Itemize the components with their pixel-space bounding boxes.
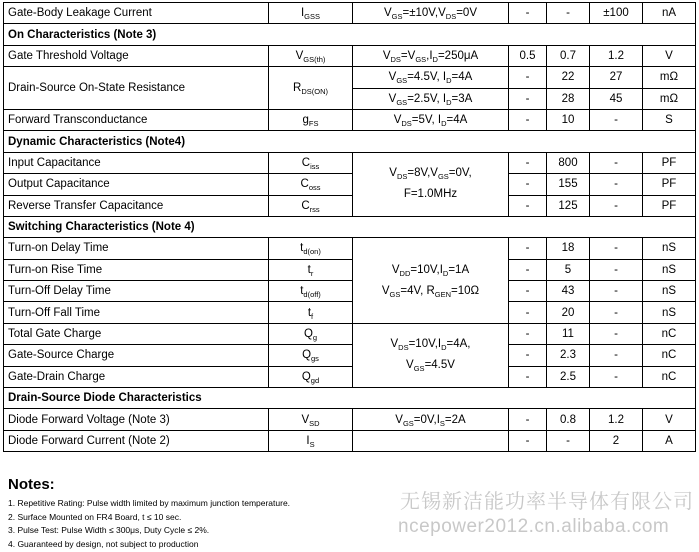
unit: nS [643, 302, 696, 323]
section-row [4, 131, 696, 152]
max-value: 2 [590, 430, 643, 451]
table-row [4, 281, 696, 302]
symbol: $g_{FS}$ [269, 109, 353, 130]
max-value: - [590, 302, 643, 323]
max-value: 45 [590, 88, 643, 109]
table-row [4, 302, 696, 323]
min-value: - [509, 323, 547, 344]
section-title: Switching Characteristics (Note 4) [4, 216, 696, 237]
param-name: Reverse Transfer Capacitance [4, 195, 269, 216]
max-value: - [590, 259, 643, 280]
note-item: 4. Guaranteed by design, not subject to production [8, 538, 199, 549]
param-name: Turn-on Rise Time [4, 259, 269, 280]
max-value: - [590, 174, 643, 195]
symbol: $Q_g$ [269, 323, 353, 344]
max-value: - [590, 152, 643, 173]
notes-list [8, 497, 290, 551]
param-name: Drain-Source On-State Resistance [4, 67, 269, 110]
table-row [4, 345, 696, 366]
test-condition: $V_{DD}=10V,I_D=1A$ $V_{GS}=4V$, $R_{GEN}=10\Omega$ [353, 238, 509, 324]
param-name: Turn-Off Delay Time [4, 281, 269, 302]
unit: S [643, 109, 696, 130]
unit: V [643, 409, 696, 430]
typ-value: 0.7 [547, 45, 590, 66]
table-row [4, 238, 696, 259]
symbol: $V_{GS(th)}$ [269, 45, 353, 66]
min-value: - [509, 88, 547, 109]
note-item: 2. Surface Mounted on FR4 Board, t ≤ 10 sec. [8, 511, 182, 522]
table-row [4, 109, 696, 130]
unit: mΩ [643, 67, 696, 88]
unit: PF [643, 152, 696, 173]
typ-value: 22 [547, 67, 590, 88]
watermark-url: ncepower2012.cn.alibaba.com [398, 516, 670, 537]
test-condition: $V_{DS}=V_{GS},I_D=250\mu A$ [353, 45, 509, 66]
symbol: $C_{rss}$ [269, 195, 353, 216]
symbol: $R_{DS(ON)}$ [269, 67, 353, 110]
test-condition: $V_{GS}=2.5V$, $I_D=3A$ [353, 88, 509, 109]
typ-value: 18 [547, 238, 590, 259]
min-value: - [509, 281, 547, 302]
param-name: Forward Transconductance [4, 109, 269, 130]
typ-value: - [547, 3, 590, 24]
param-name: Diode Forward Voltage (Note 3) [4, 409, 269, 430]
symbol: $Q_{gd}$ [269, 366, 353, 387]
param-name: Turn-Off Fall Time [4, 302, 269, 323]
param-name: Gate-Source Charge [4, 345, 269, 366]
max-value: - [590, 323, 643, 344]
unit: nC [643, 345, 696, 366]
note-item: 3. Pulse Test: Pulse Width ≤ 300μs, Duty Cycle ≤ 2%. [8, 525, 210, 536]
typ-value: 2.3 [547, 345, 590, 366]
watermark-company: 无锡新洁能功率半导体有限公司 [400, 491, 694, 513]
typ-value: 2.5 [547, 366, 590, 387]
param-name: Gate-Drain Charge [4, 366, 269, 387]
param-name: Turn-on Delay Time [4, 238, 269, 259]
note-item: 1. Repetitive Rating: Pulse width limited by maximum junction temperature. [8, 498, 291, 508]
min-value: - [509, 109, 547, 130]
table-row [4, 323, 696, 344]
section-title: Dynamic Characteristics (Note4) [4, 131, 696, 152]
symbol: $C_{iss}$ [269, 152, 353, 173]
max-value: - [590, 281, 643, 302]
min-value: - [509, 152, 547, 173]
param-name: Total Gate Charge [4, 323, 269, 344]
symbol: $t_f$ [269, 302, 353, 323]
max-value: - [590, 345, 643, 366]
symbol: $I_{GSS}$ [269, 3, 353, 24]
unit: A [643, 430, 696, 451]
symbol: $V_{SD}$ [269, 409, 353, 430]
param-name: Diode Forward Current (Note 2) [4, 430, 269, 451]
typ-value: 11 [547, 323, 590, 344]
min-value: - [509, 259, 547, 280]
param-name: Gate-Body Leakage Current [4, 3, 269, 24]
table-row [4, 174, 696, 195]
typ-value: 20 [547, 302, 590, 323]
min-value: 0.5 [509, 45, 547, 66]
table-row [4, 195, 696, 216]
table-row [4, 366, 696, 387]
max-value: ±100 [590, 3, 643, 24]
typ-value: 0.8 [547, 409, 590, 430]
table-row [4, 45, 696, 66]
min-value: - [509, 345, 547, 366]
unit: nS [643, 281, 696, 302]
typ-value: 10 [547, 109, 590, 130]
test-condition: $V_{GS}=\pm 10V,V_{DS}=0V$ [353, 3, 509, 24]
table-row [4, 430, 696, 451]
min-value: - [509, 174, 547, 195]
unit: nS [643, 259, 696, 280]
electrical-characteristics-table [3, 2, 696, 452]
typ-value: 800 [547, 152, 590, 173]
min-value: - [509, 366, 547, 387]
table-row [4, 259, 696, 280]
table-row [4, 409, 696, 430]
symbol: $t_r$ [269, 259, 353, 280]
symbol: $Q_{gs}$ [269, 345, 353, 366]
unit: PF [643, 174, 696, 195]
max-value: 27 [590, 67, 643, 88]
section-title: Drain-Source Diode Characteristics [4, 388, 696, 409]
section-row [4, 388, 696, 409]
param-name: Gate Threshold Voltage [4, 45, 269, 66]
param-name: Input Capacitance [4, 152, 269, 173]
symbol: $t_{d(off)}$ [269, 281, 353, 302]
typ-value: 43 [547, 281, 590, 302]
table-row [4, 152, 696, 173]
param-name: Output Capacitance [4, 174, 269, 195]
min-value: - [509, 430, 547, 451]
notes-title: Notes: [8, 476, 55, 493]
table-row [4, 67, 696, 88]
test-condition: $V_{DS}=5V$, $I_D=4A$ [353, 109, 509, 130]
test-condition: $V_{GS}=4.5V$, $I_D=4A$ [353, 67, 509, 88]
typ-value: 5 [547, 259, 590, 280]
typ-value: - [547, 430, 590, 451]
symbol: $I_S$ [269, 430, 353, 451]
min-value: - [509, 302, 547, 323]
section-row [4, 216, 696, 237]
test-condition: $V_{DS}=8V,V_{GS}=0V$, F=1.0MHz [353, 152, 509, 216]
test-condition: $V_{DS}=10V,I_D=4A$, $V_{GS}=4.5V$ [353, 323, 509, 387]
symbol: $C_{oss}$ [269, 174, 353, 195]
unit: mΩ [643, 88, 696, 109]
unit: PF [643, 195, 696, 216]
min-value: - [509, 409, 547, 430]
typ-value: 155 [547, 174, 590, 195]
max-value: - [590, 109, 643, 130]
test-condition: $V_{GS}=0V,I_S=2A$ [353, 409, 509, 430]
unit: nC [643, 366, 696, 387]
min-value: - [509, 3, 547, 24]
max-value: 1.2 [590, 409, 643, 430]
max-value: - [590, 366, 643, 387]
test-condition [353, 430, 509, 451]
table-row [4, 3, 696, 24]
unit: nC [643, 323, 696, 344]
symbol: $t_{d(on)}$ [269, 238, 353, 259]
min-value: - [509, 238, 547, 259]
typ-value: 28 [547, 88, 590, 109]
unit: nA [643, 3, 696, 24]
unit: V [643, 45, 696, 66]
typ-value: 125 [547, 195, 590, 216]
section-row [4, 24, 696, 45]
section-title: On Characteristics (Note 3) [4, 24, 696, 45]
max-value: 1.2 [590, 45, 643, 66]
min-value: - [509, 195, 547, 216]
unit: nS [643, 238, 696, 259]
max-value: - [590, 195, 643, 216]
min-value: - [509, 67, 547, 88]
max-value: - [590, 238, 643, 259]
